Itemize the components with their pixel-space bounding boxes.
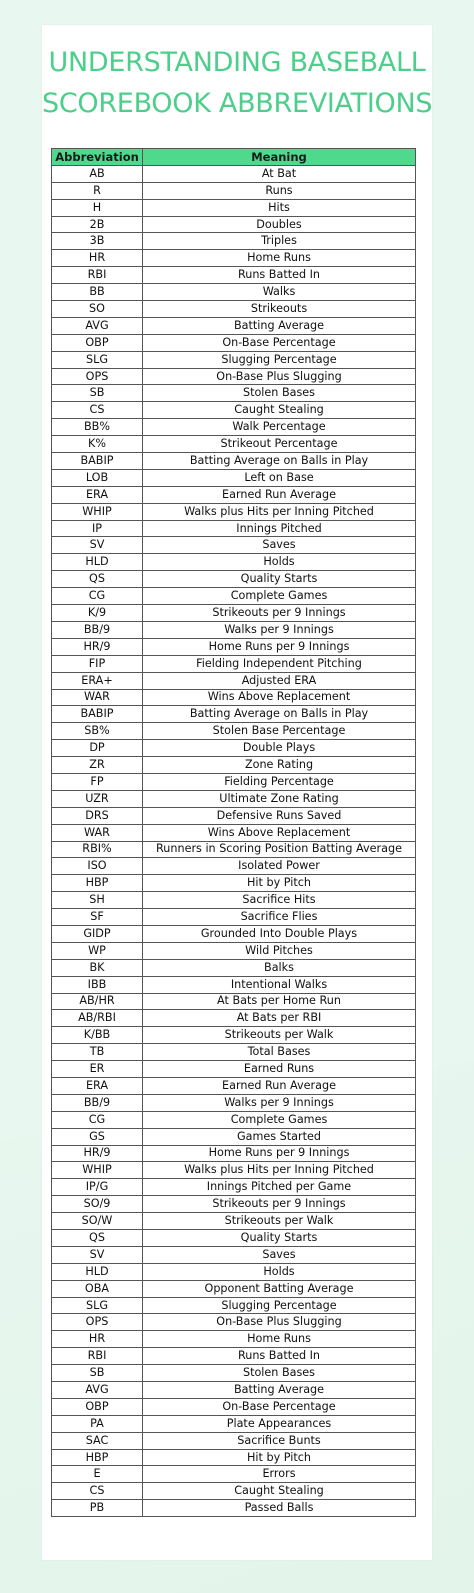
cell-meaning: Adjusted ERA — [143, 672, 416, 689]
table-row — [52, 689, 416, 706]
cell-abbreviation: RBI — [52, 267, 143, 284]
cell-meaning: On-Base Plus Slugging — [143, 1314, 416, 1331]
cell-abbreviation: BB/9 — [52, 621, 143, 638]
cell-meaning: Holds — [143, 554, 416, 571]
cell-abbreviation: AVG — [52, 1382, 143, 1399]
cell-abbreviation: OBA — [52, 1280, 143, 1297]
table-row — [52, 1415, 416, 1432]
table-row — [52, 385, 416, 402]
cell-meaning: Walks per 9 Innings — [143, 1094, 416, 1111]
table-row — [52, 858, 416, 875]
cell-abbreviation: HR/9 — [52, 638, 143, 655]
table-row — [52, 723, 416, 740]
header-meaning: Meaning — [143, 149, 416, 166]
cell-abbreviation: AB/RBI — [52, 1010, 143, 1027]
cell-abbreviation: CG — [52, 1111, 143, 1128]
table-row — [52, 1500, 416, 1517]
cell-abbreviation: SO/9 — [52, 1196, 143, 1213]
table-row — [52, 1314, 416, 1331]
cell-meaning: Saves — [143, 537, 416, 554]
cell-abbreviation: HR — [52, 1331, 143, 1348]
cell-abbreviation: SB — [52, 1365, 143, 1382]
cell-meaning: Passed Balls — [143, 1500, 416, 1517]
table-row — [52, 875, 416, 892]
cell-meaning: Stolen Bases — [143, 385, 416, 402]
table-row — [52, 1179, 416, 1196]
table-row — [52, 1432, 416, 1449]
cell-meaning: Total Bases — [143, 1044, 416, 1061]
cell-meaning: Plate Appearances — [143, 1415, 416, 1432]
table-row — [52, 453, 416, 470]
cell-meaning: On-Base Percentage — [143, 334, 416, 351]
table-row — [52, 1466, 416, 1483]
cell-meaning: Batting Average — [143, 317, 416, 334]
table-row — [52, 841, 416, 858]
table-row — [52, 486, 416, 503]
table-row — [52, 1094, 416, 1111]
cell-meaning: Triples — [143, 233, 416, 250]
cell-meaning: On-Base Percentage — [143, 1398, 416, 1415]
cell-abbreviation: CG — [52, 588, 143, 605]
table-row — [52, 976, 416, 993]
cell-meaning: Hit by Pitch — [143, 1449, 416, 1466]
cell-meaning: Strikeouts — [143, 301, 416, 318]
cell-abbreviation: WHIP — [52, 503, 143, 520]
cell-abbreviation: GIDP — [52, 925, 143, 942]
cell-abbreviation: HR/9 — [52, 1145, 143, 1162]
cell-meaning: Home Runs per 9 Innings — [143, 638, 416, 655]
cell-abbreviation: AVG — [52, 317, 143, 334]
cell-meaning: Runs Batted In — [143, 267, 416, 284]
cell-meaning: Strikeout Percentage — [143, 436, 416, 453]
cell-abbreviation: K/9 — [52, 605, 143, 622]
table-row — [52, 892, 416, 909]
cell-abbreviation: DP — [52, 740, 143, 757]
cell-abbreviation: BABIP — [52, 706, 143, 723]
cell-meaning: Wins Above Replacement — [143, 689, 416, 706]
cell-meaning: Walks plus Hits per Inning Pitched — [143, 1162, 416, 1179]
cell-abbreviation: WHIP — [52, 1162, 143, 1179]
cell-abbreviation: BK — [52, 959, 143, 976]
table-row — [52, 706, 416, 723]
cell-meaning: Complete Games — [143, 1111, 416, 1128]
cell-meaning: Home Runs per 9 Innings — [143, 1145, 416, 1162]
cell-meaning: Earned Run Average — [143, 486, 416, 503]
cell-abbreviation: QS — [52, 1230, 143, 1247]
table-row — [52, 773, 416, 790]
table-row — [52, 1111, 416, 1128]
cell-abbreviation: ERA+ — [52, 672, 143, 689]
cell-meaning: Left on Base — [143, 469, 416, 486]
cell-meaning: At Bats per Home Run — [143, 993, 416, 1010]
cell-abbreviation: SO — [52, 301, 143, 318]
cell-abbreviation: BB/9 — [52, 1094, 143, 1111]
table-row — [52, 165, 416, 182]
cell-abbreviation: SB — [52, 385, 143, 402]
cell-meaning: Sacrifice Bunts — [143, 1432, 416, 1449]
table-row — [52, 757, 416, 774]
cell-abbreviation: K% — [52, 436, 143, 453]
cell-meaning: Strikeouts per 9 Innings — [143, 605, 416, 622]
cell-abbreviation: AB/HR — [52, 993, 143, 1010]
cell-meaning: Caught Stealing — [143, 1483, 416, 1500]
table-row — [52, 959, 416, 976]
cell-abbreviation: H — [52, 199, 143, 216]
table-row — [52, 216, 416, 233]
cell-meaning: Walks — [143, 284, 416, 301]
cell-meaning: Stolen Base Percentage — [143, 723, 416, 740]
table-row — [52, 368, 416, 385]
cell-abbreviation: OPS — [52, 1314, 143, 1331]
cell-abbreviation: ER — [52, 1061, 143, 1078]
table-row — [52, 1297, 416, 1314]
cell-meaning: Runs Batted In — [143, 1348, 416, 1365]
table-row — [52, 1382, 416, 1399]
table-row — [52, 436, 416, 453]
cell-meaning: Grounded Into Double Plays — [143, 925, 416, 942]
table-row — [52, 672, 416, 689]
cell-meaning: Strikeouts per Walk — [143, 1213, 416, 1230]
cell-meaning: Intentional Walks — [143, 976, 416, 993]
cell-meaning: Walk Percentage — [143, 419, 416, 436]
cell-abbreviation: E — [52, 1466, 143, 1483]
table-row — [52, 503, 416, 520]
cell-abbreviation: CS — [52, 402, 143, 419]
table-body — [52, 165, 416, 1516]
cell-meaning: Hits — [143, 199, 416, 216]
table-row — [52, 1483, 416, 1500]
cell-meaning: Runs — [143, 182, 416, 199]
cell-meaning: Home Runs — [143, 1331, 416, 1348]
page-title — [42, 42, 432, 124]
cell-abbreviation: AB — [52, 165, 143, 182]
cell-abbreviation: WAR — [52, 689, 143, 706]
cell-abbreviation: IP — [52, 520, 143, 537]
table-row — [52, 807, 416, 824]
title-line-2: SCOREBOOK ABBREVIATIONS — [42, 88, 433, 119]
cell-abbreviation: OPS — [52, 368, 143, 385]
cell-abbreviation: SH — [52, 892, 143, 909]
cell-meaning: Stolen Bases — [143, 1365, 416, 1382]
cell-meaning: Holds — [143, 1263, 416, 1280]
cell-abbreviation: GS — [52, 1128, 143, 1145]
cell-abbreviation: LOB — [52, 469, 143, 486]
table-row — [52, 1230, 416, 1247]
cell-abbreviation: PA — [52, 1415, 143, 1432]
cell-meaning: Wild Pitches — [143, 942, 416, 959]
table-row — [52, 1196, 416, 1213]
cell-meaning: Earned Runs — [143, 1061, 416, 1078]
abbreviations-table — [51, 148, 416, 1517]
cell-abbreviation: IBB — [52, 976, 143, 993]
cell-abbreviation: ERA — [52, 1077, 143, 1094]
table-row — [52, 554, 416, 571]
cell-meaning: Sacrifice Flies — [143, 909, 416, 926]
cell-abbreviation: HLD — [52, 1263, 143, 1280]
cell-abbreviation: HBP — [52, 1449, 143, 1466]
cell-abbreviation: FIP — [52, 655, 143, 672]
cell-abbreviation: IP/G — [52, 1179, 143, 1196]
cell-abbreviation: 3B — [52, 233, 143, 250]
table-row — [52, 605, 416, 622]
table-row — [52, 655, 416, 672]
cell-meaning: Walks plus Hits per Inning Pitched — [143, 503, 416, 520]
cell-meaning: Quality Starts — [143, 1230, 416, 1247]
table-row — [52, 1027, 416, 1044]
cell-abbreviation: PB — [52, 1500, 143, 1517]
cell-meaning: Fielding Independent Pitching — [143, 655, 416, 672]
cell-meaning: Earned Run Average — [143, 1077, 416, 1094]
table-row — [52, 1449, 416, 1466]
table-row — [52, 284, 416, 301]
table-row — [52, 909, 416, 926]
cell-abbreviation: HBP — [52, 875, 143, 892]
cell-meaning: Opponent Batting Average — [143, 1280, 416, 1297]
cell-meaning: Saves — [143, 1246, 416, 1263]
title-line-1: UNDERSTANDING BASEBALL — [48, 47, 426, 78]
table-row — [52, 419, 416, 436]
cell-meaning: Strikeouts per 9 Innings — [143, 1196, 416, 1213]
table-row — [52, 1128, 416, 1145]
cell-meaning: Walks per 9 Innings — [143, 621, 416, 638]
cell-meaning: On-Base Plus Slugging — [143, 368, 416, 385]
cell-meaning: Fielding Percentage — [143, 773, 416, 790]
cell-meaning: Batting Average — [143, 1382, 416, 1399]
cell-abbreviation: CS — [52, 1483, 143, 1500]
cell-abbreviation: SF — [52, 909, 143, 926]
table-row — [52, 317, 416, 334]
table-row — [52, 334, 416, 351]
table-row — [52, 638, 416, 655]
cell-meaning: Slugging Percentage — [143, 351, 416, 368]
table-row — [52, 1044, 416, 1061]
table-row — [52, 588, 416, 605]
cell-meaning: Runners in Scoring Position Batting Average — [143, 841, 416, 858]
cell-meaning: Wins Above Replacement — [143, 824, 416, 841]
cell-abbreviation: HLD — [52, 554, 143, 571]
cell-abbreviation: TB — [52, 1044, 143, 1061]
table-row — [52, 267, 416, 284]
table-row — [52, 1061, 416, 1078]
table-row — [52, 250, 416, 267]
cell-meaning: Batting Average on Balls in Play — [143, 453, 416, 470]
table-row — [52, 537, 416, 554]
cell-abbreviation: OBP — [52, 1398, 143, 1415]
cell-meaning: Sacrifice Hits — [143, 892, 416, 909]
table-row — [52, 351, 416, 368]
table-row — [52, 233, 416, 250]
cell-abbreviation: SV — [52, 537, 143, 554]
table-row — [52, 925, 416, 942]
cell-meaning: Zone Rating — [143, 757, 416, 774]
cell-meaning: Errors — [143, 1466, 416, 1483]
cell-meaning: Hit by Pitch — [143, 875, 416, 892]
table-row — [52, 1213, 416, 1230]
cell-meaning: Complete Games — [143, 588, 416, 605]
table-row — [52, 520, 416, 537]
cell-abbreviation: 2B — [52, 216, 143, 233]
cell-abbreviation: RBI% — [52, 841, 143, 858]
cell-abbreviation: ISO — [52, 858, 143, 875]
cell-meaning: Quality Starts — [143, 571, 416, 588]
cell-abbreviation: OBP — [52, 334, 143, 351]
cell-abbreviation: SB% — [52, 723, 143, 740]
header-abbreviation: Abbreviation — [52, 149, 143, 166]
table-row — [52, 993, 416, 1010]
cell-meaning: Doubles — [143, 216, 416, 233]
table-row — [52, 469, 416, 486]
table-row — [52, 621, 416, 638]
cell-abbreviation: SV — [52, 1246, 143, 1263]
cell-abbreviation: BABIP — [52, 453, 143, 470]
table-row — [52, 1348, 416, 1365]
table-row — [52, 571, 416, 588]
table-row — [52, 824, 416, 841]
cell-abbreviation: RBI — [52, 1348, 143, 1365]
table-row — [52, 1077, 416, 1094]
cell-abbreviation: DRS — [52, 807, 143, 824]
cell-meaning: Double Plays — [143, 740, 416, 757]
cell-meaning: Ultimate Zone Rating — [143, 790, 416, 807]
table-row — [52, 1263, 416, 1280]
table-row — [52, 1280, 416, 1297]
cell-abbreviation: BB% — [52, 419, 143, 436]
table-row — [52, 1145, 416, 1162]
table-row — [52, 199, 416, 216]
table-row — [52, 1398, 416, 1415]
cell-meaning: Caught Stealing — [143, 402, 416, 419]
cell-abbreviation: SLG — [52, 351, 143, 368]
cell-abbreviation: QS — [52, 571, 143, 588]
table-row — [52, 1331, 416, 1348]
table-row — [52, 1246, 416, 1263]
cell-abbreviation: K/BB — [52, 1027, 143, 1044]
cell-abbreviation: ERA — [52, 486, 143, 503]
cell-abbreviation: FP — [52, 773, 143, 790]
cell-meaning: Innings Pitched per Game — [143, 1179, 416, 1196]
cell-abbreviation: SLG — [52, 1297, 143, 1314]
cell-meaning: Strikeouts per Walk — [143, 1027, 416, 1044]
table-row — [52, 1010, 416, 1027]
cell-abbreviation: ZR — [52, 757, 143, 774]
cell-meaning: Innings Pitched — [143, 520, 416, 537]
table-row — [52, 740, 416, 757]
cell-abbreviation: WP — [52, 942, 143, 959]
cell-abbreviation: HR — [52, 250, 143, 267]
table-header-row — [52, 149, 416, 166]
cell-meaning: Balks — [143, 959, 416, 976]
cell-abbreviation: WAR — [52, 824, 143, 841]
table-row — [52, 182, 416, 199]
table-row — [52, 301, 416, 318]
cell-meaning: Slugging Percentage — [143, 1297, 416, 1314]
cell-meaning: Isolated Power — [143, 858, 416, 875]
cell-meaning: Home Runs — [143, 250, 416, 267]
cell-meaning: Batting Average on Balls in Play — [143, 706, 416, 723]
table-row — [52, 1162, 416, 1179]
cell-abbreviation: R — [52, 182, 143, 199]
cell-abbreviation: BB — [52, 284, 143, 301]
cell-meaning: Defensive Runs Saved — [143, 807, 416, 824]
cell-abbreviation: SAC — [52, 1432, 143, 1449]
cell-meaning: At Bats per RBI — [143, 1010, 416, 1027]
cell-abbreviation: SO/W — [52, 1213, 143, 1230]
table-row — [52, 942, 416, 959]
table-row — [52, 402, 416, 419]
table-row — [52, 790, 416, 807]
cell-meaning: At Bat — [143, 165, 416, 182]
cell-meaning: Games Started — [143, 1128, 416, 1145]
cell-abbreviation: UZR — [52, 790, 143, 807]
table-row — [52, 1365, 416, 1382]
